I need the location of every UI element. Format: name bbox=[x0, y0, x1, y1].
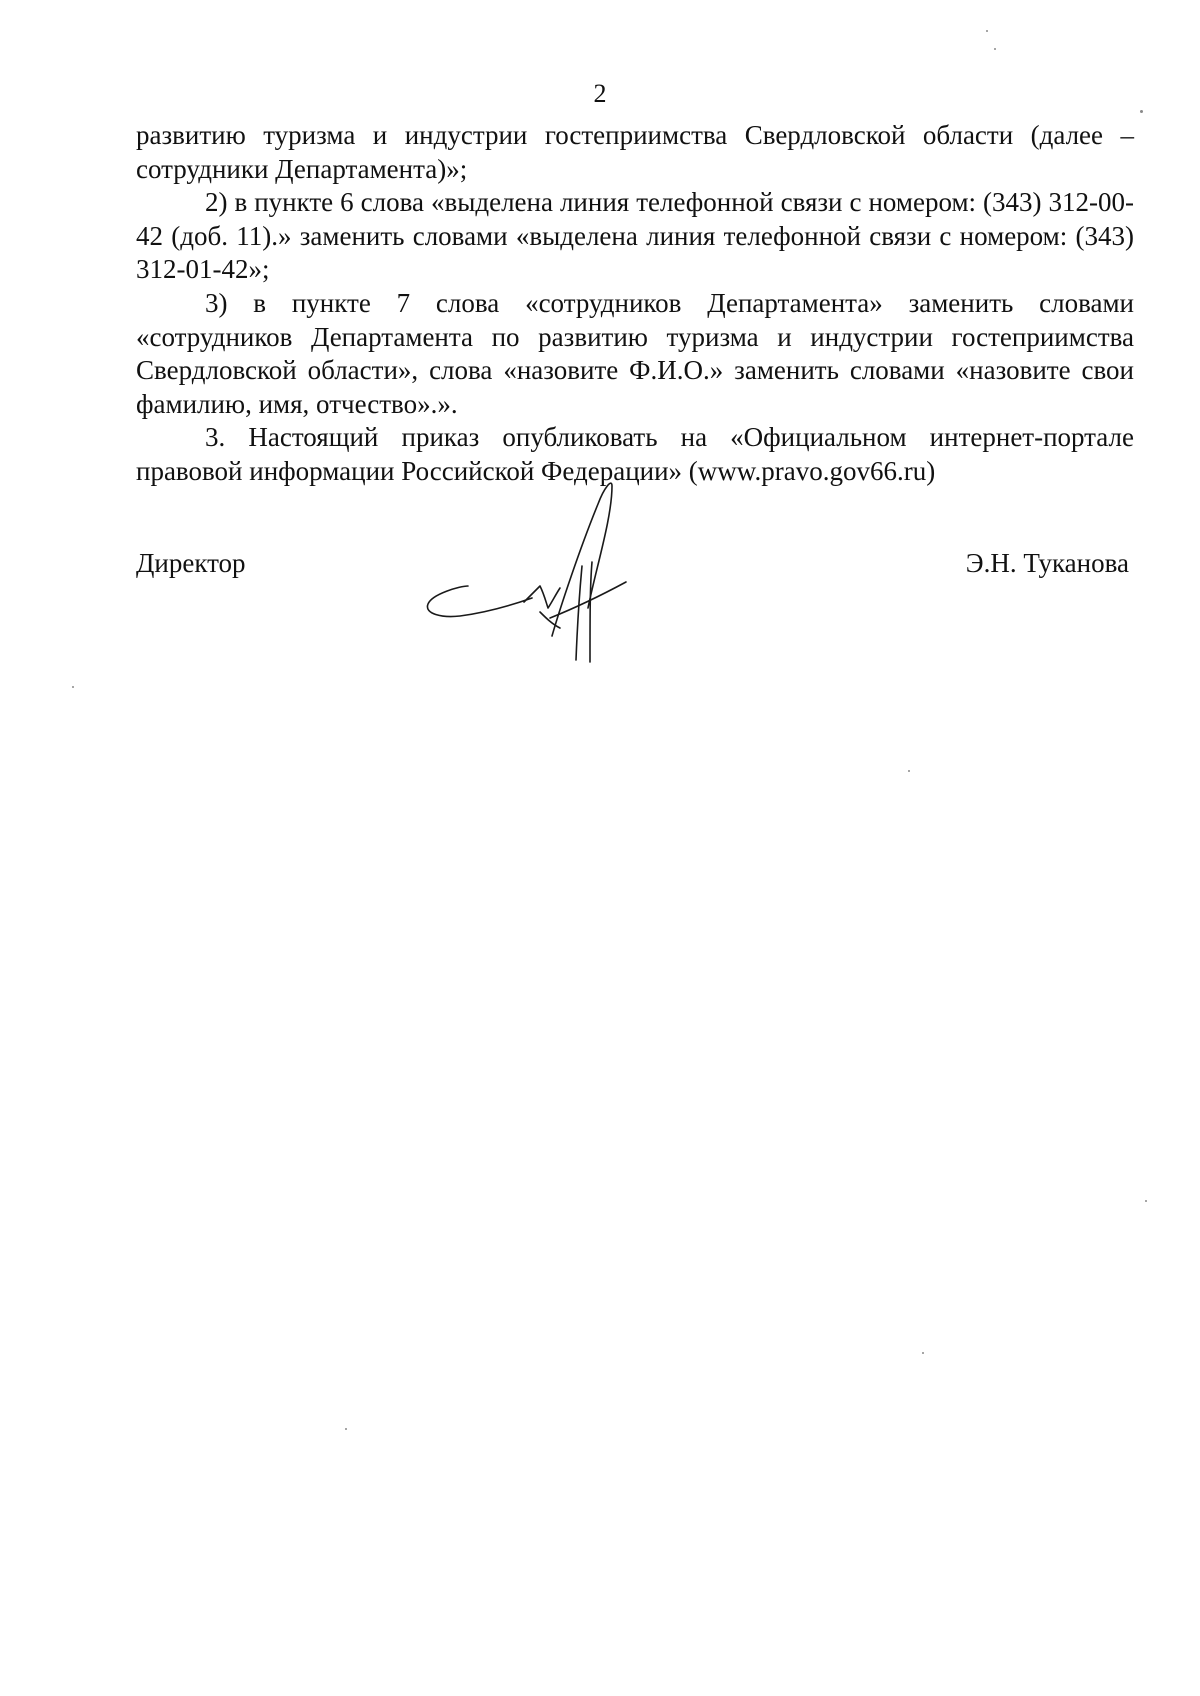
paragraph-item-2: 2) в пункте 6 слова «выделена линия телефонной связи с номером: (343) 312-00-42 (доб. 11).» заменить словами «выделена линия телефонной связи с номером: (343) 312-01-42»; bbox=[136, 187, 1134, 285]
page-number: 2 bbox=[593, 79, 607, 108]
scan-speck bbox=[345, 1428, 347, 1430]
scan-speck bbox=[908, 770, 910, 772]
scan-speck bbox=[72, 686, 74, 688]
scan-speck bbox=[986, 30, 988, 32]
signer-name: Э.Н. Туканова bbox=[965, 548, 1129, 578]
scan-speck bbox=[922, 1352, 924, 1354]
paragraph-item-3: 3) в пункте 7 слова «сотрудников Департамента» заменить словами «сотрудников Департамента по развитию туризма и индустрии гостеприимства Свердловской области», слова «назовите Ф.И.О.» заменить словами «назовите свои фамилию, имя, отчество».». bbox=[136, 287, 1134, 419]
scan-speck bbox=[1140, 110, 1143, 113]
handwritten-signature bbox=[420, 478, 680, 678]
paragraph-continuation: развитию туризма и индустрии гостеприимства Свердловской области (далее – сотрудники Департамента)»; bbox=[136, 120, 1134, 184]
signer-title: Директор bbox=[136, 548, 246, 578]
scan-speck bbox=[1145, 1200, 1147, 1202]
paragraph-publication: 3. Настоящий приказ опубликовать на «Официальном интернет-портале правовой информации Российской Федерации» (www.pravo.gov66.ru) bbox=[136, 422, 1134, 486]
scan-speck bbox=[994, 48, 996, 50]
document-body bbox=[136, 119, 1134, 489]
